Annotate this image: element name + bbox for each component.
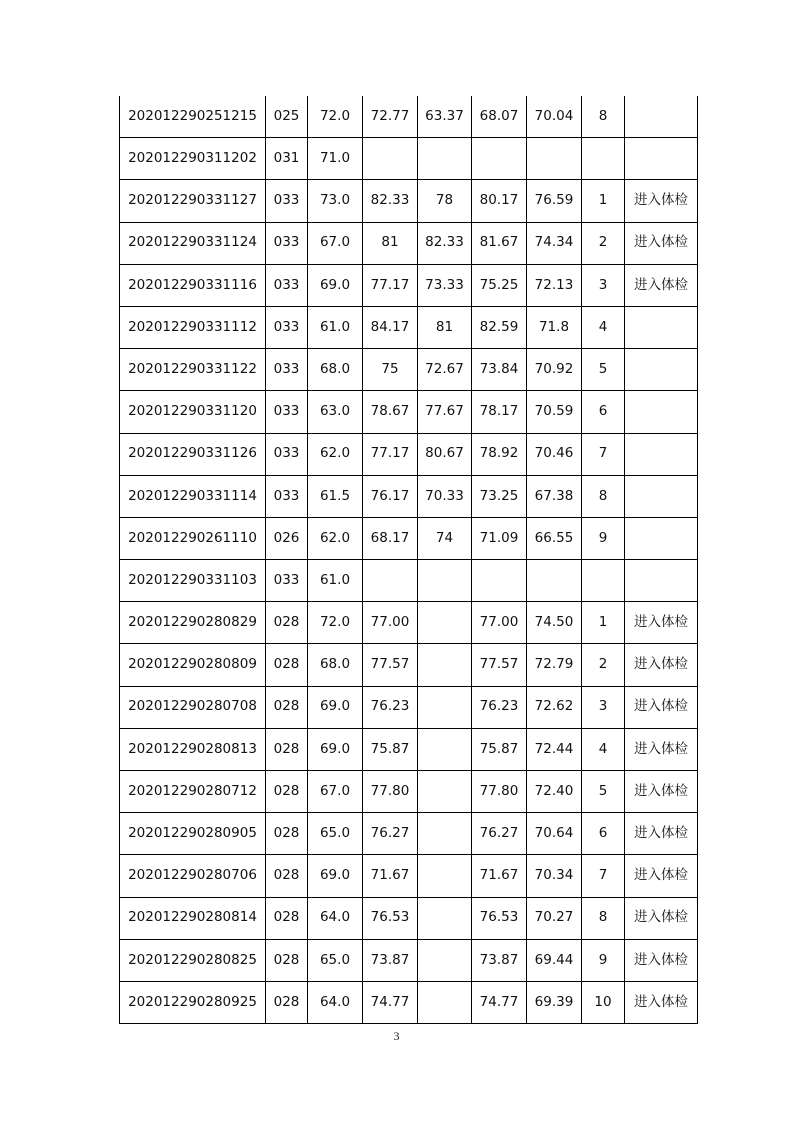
position-code-cell: 028 xyxy=(266,644,308,686)
interview-average-cell: 73.25 xyxy=(472,475,527,517)
total-score-cell: 70.59 xyxy=(527,391,582,433)
remark-cell: 进入体检 xyxy=(625,222,698,264)
interview-score-1-cell: 77.00 xyxy=(363,602,418,644)
interview-score-2-cell xyxy=(418,813,472,855)
remark-cell: 进入体检 xyxy=(625,728,698,770)
written-score-cell: 61.5 xyxy=(308,475,363,517)
written-score-cell: 64.0 xyxy=(308,897,363,939)
table-row xyxy=(120,728,698,770)
written-score-cell: 64.0 xyxy=(308,981,363,1023)
candidate-id-cell: 202012290280712 xyxy=(120,771,266,813)
interview-average-cell: 74.77 xyxy=(472,981,527,1023)
position-code-cell: 028 xyxy=(266,939,308,981)
interview-score-2-cell xyxy=(418,981,472,1023)
interview-score-2-cell: 81 xyxy=(418,306,472,348)
table-row xyxy=(120,939,698,981)
written-score-cell: 67.0 xyxy=(308,771,363,813)
interview-average-cell: 75.87 xyxy=(472,728,527,770)
candidate-id-cell: 202012290251215 xyxy=(120,96,266,138)
position-code-cell: 033 xyxy=(266,391,308,433)
rank-cell: 1 xyxy=(582,602,625,644)
total-score-cell: 76.59 xyxy=(527,180,582,222)
interview-score-2-cell xyxy=(418,138,472,180)
interview-average-cell: 82.59 xyxy=(472,306,527,348)
candidate-id-cell: 202012290331126 xyxy=(120,433,266,475)
remark-cell xyxy=(625,433,698,475)
table-row xyxy=(120,180,698,222)
position-code-cell: 025 xyxy=(266,96,308,138)
interview-score-1-cell: 76.23 xyxy=(363,686,418,728)
position-code-cell: 033 xyxy=(266,560,308,602)
table-row xyxy=(120,855,698,897)
remark-cell: 进入体检 xyxy=(625,981,698,1023)
position-code-cell: 033 xyxy=(266,349,308,391)
interview-score-1-cell: 81 xyxy=(363,222,418,264)
interview-average-cell: 75.25 xyxy=(472,264,527,306)
interview-score-1-cell: 74.77 xyxy=(363,981,418,1023)
total-score-cell: 69.44 xyxy=(527,939,582,981)
candidate-id-cell: 202012290280708 xyxy=(120,686,266,728)
candidate-id-cell: 202012290280814 xyxy=(120,897,266,939)
interview-score-2-cell xyxy=(418,728,472,770)
total-score-cell: 72.44 xyxy=(527,728,582,770)
rank-cell: 9 xyxy=(582,939,625,981)
remark-cell: 进入体检 xyxy=(625,897,698,939)
remark-cell: 进入体检 xyxy=(625,644,698,686)
interview-score-1-cell: 77.57 xyxy=(363,644,418,686)
table-row xyxy=(120,813,698,855)
total-score-cell: 72.13 xyxy=(527,264,582,306)
rank-cell: 7 xyxy=(582,855,625,897)
written-score-cell: 68.0 xyxy=(308,349,363,391)
interview-average-cell: 71.09 xyxy=(472,517,527,559)
interview-score-1-cell: 76.17 xyxy=(363,475,418,517)
interview-average-cell xyxy=(472,138,527,180)
remark-cell xyxy=(625,475,698,517)
interview-score-2-cell: 72.67 xyxy=(418,349,472,391)
written-score-cell: 65.0 xyxy=(308,813,363,855)
rank-cell: 2 xyxy=(582,644,625,686)
candidate-id-cell: 202012290331127 xyxy=(120,180,266,222)
written-score-cell: 68.0 xyxy=(308,644,363,686)
interview-score-2-cell: 70.33 xyxy=(418,475,472,517)
remark-cell: 进入体检 xyxy=(625,855,698,897)
table-row xyxy=(120,96,698,138)
written-score-cell: 62.0 xyxy=(308,433,363,475)
interview-score-2-cell: 82.33 xyxy=(418,222,472,264)
interview-score-1-cell: 75 xyxy=(363,349,418,391)
interview-average-cell: 77.57 xyxy=(472,644,527,686)
candidate-id-cell: 202012290331124 xyxy=(120,222,266,264)
position-code-cell: 033 xyxy=(266,475,308,517)
table-row xyxy=(120,771,698,813)
remark-cell: 进入体检 xyxy=(625,686,698,728)
remark-cell xyxy=(625,306,698,348)
interview-average-cell: 71.67 xyxy=(472,855,527,897)
position-code-cell: 033 xyxy=(266,180,308,222)
interview-score-2-cell: 78 xyxy=(418,180,472,222)
written-score-cell: 63.0 xyxy=(308,391,363,433)
position-code-cell: 033 xyxy=(266,306,308,348)
interview-average-cell: 81.67 xyxy=(472,222,527,264)
position-code-cell: 028 xyxy=(266,602,308,644)
interview-score-1-cell: 73.87 xyxy=(363,939,418,981)
interview-score-2-cell: 63.37 xyxy=(418,96,472,138)
remark-cell: 进入体检 xyxy=(625,180,698,222)
total-score-cell: 72.79 xyxy=(527,644,582,686)
remark-cell xyxy=(625,138,698,180)
total-score-cell: 74.50 xyxy=(527,602,582,644)
candidate-id-cell: 202012290280905 xyxy=(120,813,266,855)
remark-cell xyxy=(625,349,698,391)
written-score-cell: 72.0 xyxy=(308,96,363,138)
candidate-id-cell: 202012290280825 xyxy=(120,939,266,981)
table-row xyxy=(120,644,698,686)
position-code-cell: 028 xyxy=(266,686,308,728)
table-row xyxy=(120,306,698,348)
position-code-cell: 028 xyxy=(266,813,308,855)
interview-average-cell: 73.87 xyxy=(472,939,527,981)
written-score-cell: 65.0 xyxy=(308,939,363,981)
interview-average-cell: 76.27 xyxy=(472,813,527,855)
table-row xyxy=(120,560,698,602)
remark-cell: 进入体检 xyxy=(625,771,698,813)
page-number: 3 xyxy=(393,1029,400,1043)
table-row xyxy=(120,686,698,728)
interview-score-2-cell xyxy=(418,855,472,897)
rank-cell: 7 xyxy=(582,433,625,475)
interview-score-1-cell: 77.80 xyxy=(363,771,418,813)
position-code-cell: 028 xyxy=(266,981,308,1023)
interview-score-1-cell: 72.77 xyxy=(363,96,418,138)
interview-average-cell: 76.23 xyxy=(472,686,527,728)
interview-average-cell: 76.53 xyxy=(472,897,527,939)
candidate-id-cell: 202012290280809 xyxy=(120,644,266,686)
table-row xyxy=(120,981,698,1023)
remark-cell xyxy=(625,96,698,138)
written-score-cell: 61.0 xyxy=(308,560,363,602)
rank-cell xyxy=(582,560,625,602)
total-score-cell: 72.62 xyxy=(527,686,582,728)
rank-cell: 5 xyxy=(582,771,625,813)
total-score-cell xyxy=(527,560,582,602)
interview-average-cell: 80.17 xyxy=(472,180,527,222)
position-code-cell: 033 xyxy=(266,222,308,264)
rank-cell: 3 xyxy=(582,264,625,306)
table-row xyxy=(120,391,698,433)
written-score-cell: 69.0 xyxy=(308,264,363,306)
interview-score-1-cell: 77.17 xyxy=(363,264,418,306)
interview-score-1-cell: 71.67 xyxy=(363,855,418,897)
rank-cell: 5 xyxy=(582,349,625,391)
remark-cell: 进入体检 xyxy=(625,264,698,306)
interview-average-cell: 78.17 xyxy=(472,391,527,433)
interview-score-2-cell xyxy=(418,644,472,686)
position-code-cell: 033 xyxy=(266,433,308,475)
table-row xyxy=(120,433,698,475)
written-score-cell: 69.0 xyxy=(308,855,363,897)
rank-cell xyxy=(582,138,625,180)
remark-cell: 进入体检 xyxy=(625,939,698,981)
interview-score-2-cell xyxy=(418,602,472,644)
remark-cell: 进入体检 xyxy=(625,602,698,644)
candidate-id-cell: 202012290331120 xyxy=(120,391,266,433)
position-code-cell: 026 xyxy=(266,517,308,559)
interview-score-2-cell: 80.67 xyxy=(418,433,472,475)
candidate-id-cell: 202012290280829 xyxy=(120,602,266,644)
position-code-cell: 028 xyxy=(266,771,308,813)
rank-cell: 9 xyxy=(582,517,625,559)
interview-score-2-cell: 74 xyxy=(418,517,472,559)
total-score-cell: 71.8 xyxy=(527,306,582,348)
total-score-cell: 70.64 xyxy=(527,813,582,855)
written-score-cell: 73.0 xyxy=(308,180,363,222)
candidate-id-cell: 202012290331112 xyxy=(120,306,266,348)
total-score-cell: 69.39 xyxy=(527,981,582,1023)
interview-score-1-cell: 78.67 xyxy=(363,391,418,433)
total-score-cell: 70.27 xyxy=(527,897,582,939)
rank-cell: 10 xyxy=(582,981,625,1023)
remark-cell xyxy=(625,517,698,559)
rank-cell: 8 xyxy=(582,96,625,138)
interview-score-2-cell: 77.67 xyxy=(418,391,472,433)
interview-average-cell: 73.84 xyxy=(472,349,527,391)
score-table-body xyxy=(120,96,698,1024)
interview-score-1-cell: 76.53 xyxy=(363,897,418,939)
remark-cell xyxy=(625,391,698,433)
written-score-cell: 61.0 xyxy=(308,306,363,348)
written-score-cell: 62.0 xyxy=(308,517,363,559)
interview-score-1-cell xyxy=(363,138,418,180)
interview-score-1-cell: 77.17 xyxy=(363,433,418,475)
written-score-cell: 69.0 xyxy=(308,686,363,728)
interview-score-2-cell xyxy=(418,939,472,981)
total-score-cell: 70.04 xyxy=(527,96,582,138)
total-score-cell: 70.92 xyxy=(527,349,582,391)
rank-cell: 6 xyxy=(582,813,625,855)
interview-average-cell: 77.80 xyxy=(472,771,527,813)
candidate-id-cell: 202012290331114 xyxy=(120,475,266,517)
interview-score-1-cell: 68.17 xyxy=(363,517,418,559)
interview-score-2-cell xyxy=(418,771,472,813)
total-score-cell: 67.38 xyxy=(527,475,582,517)
table-row xyxy=(120,602,698,644)
table-row xyxy=(120,897,698,939)
rank-cell: 2 xyxy=(582,222,625,264)
written-score-cell: 71.0 xyxy=(308,138,363,180)
candidate-id-cell: 202012290280925 xyxy=(120,981,266,1023)
interview-score-1-cell: 82.33 xyxy=(363,180,418,222)
rank-cell: 6 xyxy=(582,391,625,433)
candidate-id-cell: 202012290280706 xyxy=(120,855,266,897)
interview-score-2-cell xyxy=(418,560,472,602)
position-code-cell: 028 xyxy=(266,897,308,939)
candidate-id-cell: 202012290331116 xyxy=(120,264,266,306)
written-score-cell: 69.0 xyxy=(308,728,363,770)
rank-cell: 8 xyxy=(582,475,625,517)
table-row xyxy=(120,138,698,180)
interview-score-1-cell xyxy=(363,560,418,602)
rank-cell: 4 xyxy=(582,306,625,348)
rank-cell: 8 xyxy=(582,897,625,939)
interview-score-2-cell xyxy=(418,686,472,728)
table-row xyxy=(120,264,698,306)
written-score-cell: 67.0 xyxy=(308,222,363,264)
remark-cell: 进入体检 xyxy=(625,813,698,855)
table-row xyxy=(120,475,698,517)
interview-score-1-cell: 76.27 xyxy=(363,813,418,855)
position-code-cell: 028 xyxy=(266,728,308,770)
interview-score-2-cell: 73.33 xyxy=(418,264,472,306)
score-table xyxy=(119,96,698,1024)
interview-score-1-cell: 75.87 xyxy=(363,728,418,770)
candidate-id-cell: 202012290311202 xyxy=(120,138,266,180)
remark-cell xyxy=(625,560,698,602)
total-score-cell: 70.34 xyxy=(527,855,582,897)
interview-average-cell: 68.07 xyxy=(472,96,527,138)
total-score-cell: 70.46 xyxy=(527,433,582,475)
rank-cell: 4 xyxy=(582,728,625,770)
candidate-id-cell: 202012290331103 xyxy=(120,560,266,602)
interview-average-cell: 77.00 xyxy=(472,602,527,644)
candidate-id-cell: 202012290280813 xyxy=(120,728,266,770)
interview-average-cell: 78.92 xyxy=(472,433,527,475)
total-score-cell xyxy=(527,138,582,180)
table-row xyxy=(120,517,698,559)
interview-score-2-cell xyxy=(418,897,472,939)
candidate-id-cell: 202012290261110 xyxy=(120,517,266,559)
candidate-id-cell: 202012290331122 xyxy=(120,349,266,391)
total-score-cell: 72.40 xyxy=(527,771,582,813)
position-code-cell: 033 xyxy=(266,264,308,306)
total-score-cell: 66.55 xyxy=(527,517,582,559)
written-score-cell: 72.0 xyxy=(308,602,363,644)
interview-average-cell xyxy=(472,560,527,602)
rank-cell: 3 xyxy=(582,686,625,728)
rank-cell: 1 xyxy=(582,180,625,222)
interview-score-1-cell: 84.17 xyxy=(363,306,418,348)
table-row xyxy=(120,349,698,391)
table-row xyxy=(120,222,698,264)
total-score-cell: 74.34 xyxy=(527,222,582,264)
position-code-cell: 031 xyxy=(266,138,308,180)
position-code-cell: 028 xyxy=(266,855,308,897)
